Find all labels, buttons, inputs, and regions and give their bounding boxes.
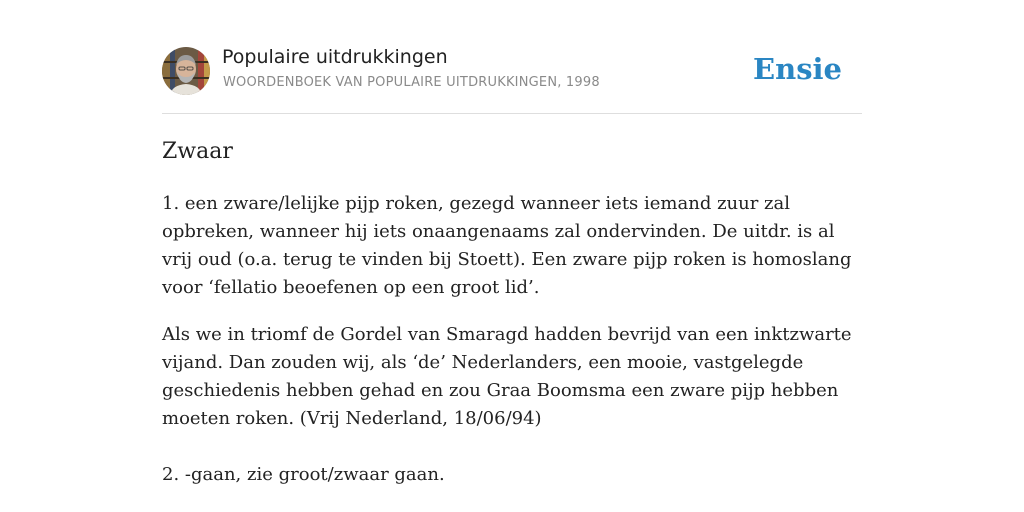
entry-title: Zwaar [162, 139, 233, 164]
definition-paragraph-1: 1. een zware/lelijke pijp roken, gezegd wanneer iets iemand zuur zal opbreken, wanneer hij iets onaangenaams zal ondervinden. De uitdr. is al vrij oud (o.a. terug te vinden bij Stoett). Een zware pijp roken is homoslang voor ‘fellatio beoefenen op een groot lid’. [162, 193, 852, 298]
header-divider [162, 113, 862, 114]
author-portrait-image [162, 47, 210, 95]
source-title[interactable]: Populaire uitdrukkingen [222, 46, 448, 68]
source-header [162, 46, 862, 96]
source-subtitle: WOORDENBOEK VAN POPULAIRE UITDRUKKINGEN, 1998 [223, 75, 600, 90]
author-avatar[interactable] [162, 47, 210, 95]
ensie-logo-link[interactable]: Ensie [753, 52, 842, 86]
quotation-paragraph: Als we in triomf de Gordel van Smaragd hadden bevrijd van een inktzwarte vijand. Dan zouden wij, als ‘de’ Nederlanders, een mooie, vastgelegde geschiedenis hebben gehad en zou Graa Boomsma een zware pijp hebben moeten roken. (Vrij Nederland, 18/06/94) [162, 324, 852, 429]
definition-paragraph-2: 2. -gaan, zie groot/zwaar gaan. [162, 464, 445, 485]
